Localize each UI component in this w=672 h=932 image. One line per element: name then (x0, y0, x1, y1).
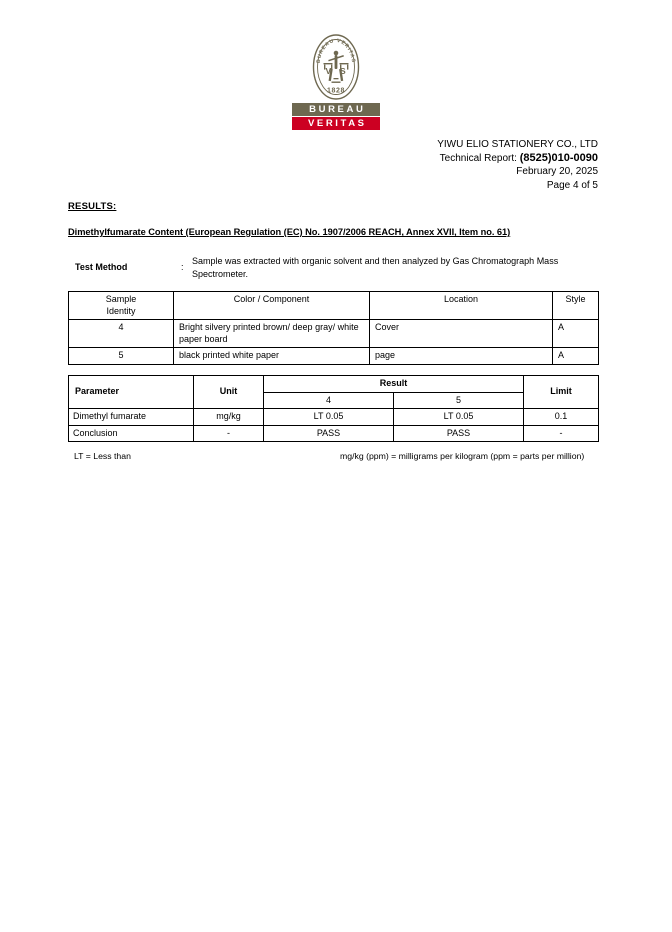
test-method-text: Sample was extracted with organic solvent and then analyzed by Gas Chromatograph Mass Spectrometer. (192, 256, 559, 279)
logo-bar-veritas: VERITAS (292, 117, 380, 130)
header-sample-identity (69, 292, 174, 320)
results-table (68, 375, 599, 442)
header-date: February 20, 2025 (516, 166, 598, 177)
header-report-label: Technical Report: (439, 152, 520, 164)
svg-text:S: S (340, 66, 346, 76)
results-heading: RESULTS: (68, 201, 117, 212)
cell-style: A (553, 320, 599, 348)
header-parameter: Parameter (69, 376, 194, 409)
table-row (69, 348, 599, 365)
header-sample-identity-line1: Sample (105, 294, 137, 304)
cell-parameter: Dimethyl fumarate (69, 409, 194, 426)
sample-identity-table (68, 291, 599, 365)
header-color-component: Color / Component (174, 292, 370, 320)
footnote-mgkg: mg/kg (ppm) = milligrams per kilogram (ppm = parts per million) (340, 451, 585, 461)
cell-result-sample-4: PASS (264, 425, 394, 442)
header-report-line (437, 152, 598, 166)
header-sample-identity-line2: Identity (106, 305, 136, 316)
table-header-row (69, 292, 599, 320)
cell-result-sample-5: LT 0.05 (394, 409, 524, 426)
header-result-sample-5: 5 (394, 392, 524, 409)
document-header (437, 138, 598, 192)
test-method-colon: : (181, 262, 184, 272)
header-location: Location (370, 292, 553, 320)
header-result: Result (264, 376, 524, 393)
section-title: Dimethylfumarate Content (European Regulation (EC) No. 1907/2006 REACH, Annex XVII, Item no. 61) (68, 227, 511, 237)
cell-color-component: Bright silvery printed brown/ deep gray/ white paper board (174, 320, 370, 348)
header-limit: Limit (524, 376, 599, 409)
cell-result-sample-5: PASS (394, 425, 524, 442)
header-company: YIWU ELIO STATIONERY CO., LTD (437, 139, 598, 150)
header-result-sample-4: 4 (264, 392, 394, 409)
test-method-label: Test Method (75, 262, 128, 272)
bureau-veritas-logo (0, 33, 672, 130)
cell-sample-identity: 4 (69, 320, 174, 348)
header-page-number: Page 4 of 5 (546, 179, 598, 191)
cell-limit: 0.1 (524, 409, 599, 426)
cell-unit: mg/kg (194, 409, 264, 426)
table-header-row (69, 376, 599, 393)
cell-location: page (370, 348, 553, 365)
header-style: Style (553, 292, 599, 320)
seal-year: 1828 (327, 87, 345, 95)
cell-result-sample-4: LT 0.05 (264, 409, 394, 426)
header-report-number: (8525)010-0090 (519, 151, 598, 164)
svg-text:V: V (325, 66, 332, 76)
table-row (69, 425, 599, 442)
cell-location: Cover (370, 320, 553, 348)
svg-text:BUREAU VERITAS: BUREAU VERITAS (315, 37, 357, 64)
header-unit: Unit (194, 376, 264, 409)
cell-limit: - (524, 425, 599, 442)
cell-sample-identity: 5 (69, 348, 174, 365)
bureau-veritas-seal-icon (311, 33, 361, 101)
logo-bar-bureau: BUREAU (292, 103, 380, 116)
cell-style: A (553, 348, 599, 365)
cell-parameter: Conclusion (69, 425, 194, 442)
cell-color-component: black printed white paper (174, 348, 370, 365)
cell-unit: - (194, 425, 264, 442)
table-row (69, 409, 599, 426)
table-row (69, 320, 599, 348)
footnote-lt: LT = Less than (74, 451, 131, 461)
